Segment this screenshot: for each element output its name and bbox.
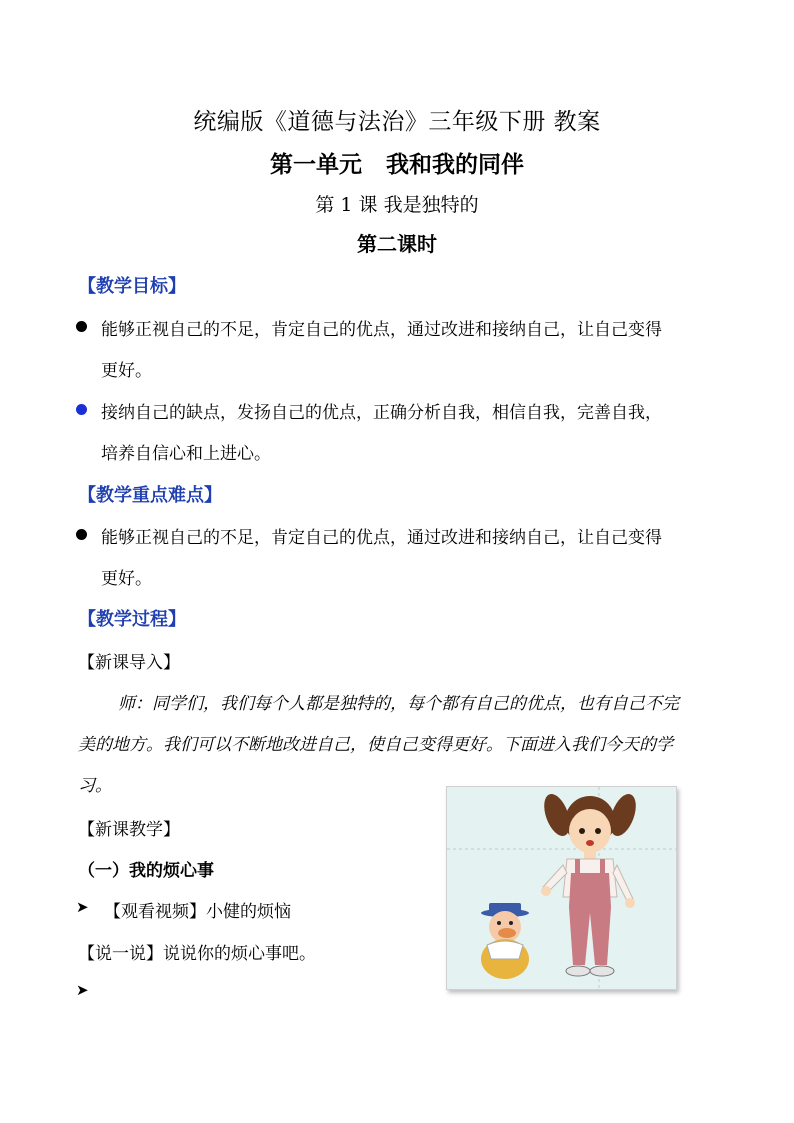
arrow-bullet-icon: ➤ bbox=[76, 981, 89, 999]
lesson-illustration bbox=[446, 786, 677, 990]
arrow-bullet-icon: ➤ bbox=[76, 898, 89, 916]
intro-paragraph-line-1: 师：同学们，我们每个人都是独特的，每个都有自己的优点，也有自己不完 bbox=[118, 694, 679, 714]
video-item: 【观看视频】小健的烦恼 bbox=[104, 902, 291, 922]
keypoint-1-line-1: 能够正视自己的不足，肯定自己的优点，通过改进和接纳自己，让自己变得 bbox=[101, 528, 662, 548]
objective-1-line-2: 更好。 bbox=[101, 361, 152, 381]
document-title: 统编版《道德与法治》三年级下册 教案 bbox=[193, 109, 601, 135]
objective-2-line-1: 接纳自己的缺点，发扬自己的优点，正确分析自我，相信自我，完善自我， bbox=[101, 403, 662, 423]
intro-paragraph-line-2: 美的地方。我们可以不断地改进自己，使自己变得更好。下面进入我们今天的学 bbox=[78, 735, 673, 755]
bullet-icon bbox=[76, 529, 87, 540]
say-item: 【说一说】说说你的烦心事吧。 bbox=[78, 944, 316, 964]
girl-and-doll-illustration bbox=[447, 787, 676, 989]
unit-title: 第一单元 我和我的同伴 bbox=[269, 152, 525, 178]
teaching-label: 【新课教学】 bbox=[78, 820, 180, 840]
intro-label: 【新课导入】 bbox=[78, 653, 180, 673]
period-title: 第二课时 bbox=[357, 232, 437, 256]
objective-2-line-2: 培养自信心和上进心。 bbox=[101, 444, 271, 464]
bullet-icon bbox=[76, 404, 87, 415]
objectives-heading: 【教学目标】 bbox=[78, 276, 186, 297]
lesson-title: 第 1 课 我是独特的 bbox=[315, 194, 479, 216]
girl-figure bbox=[539, 791, 641, 976]
part-1-title: （一）我的烦心事 bbox=[78, 861, 214, 881]
objective-1-line-1: 能够正视自己的不足，肯定自己的优点，通过改进和接纳自己，让自己变得 bbox=[101, 320, 662, 340]
bullet-icon bbox=[76, 321, 87, 332]
intro-paragraph-line-3: 习。 bbox=[78, 776, 112, 796]
keypoint-1-line-2: 更好。 bbox=[101, 569, 152, 589]
process-heading: 【教学过程】 bbox=[78, 609, 186, 630]
keypoints-heading: 【教学重点难点】 bbox=[78, 485, 222, 506]
tumbler-doll-figure bbox=[481, 903, 529, 979]
